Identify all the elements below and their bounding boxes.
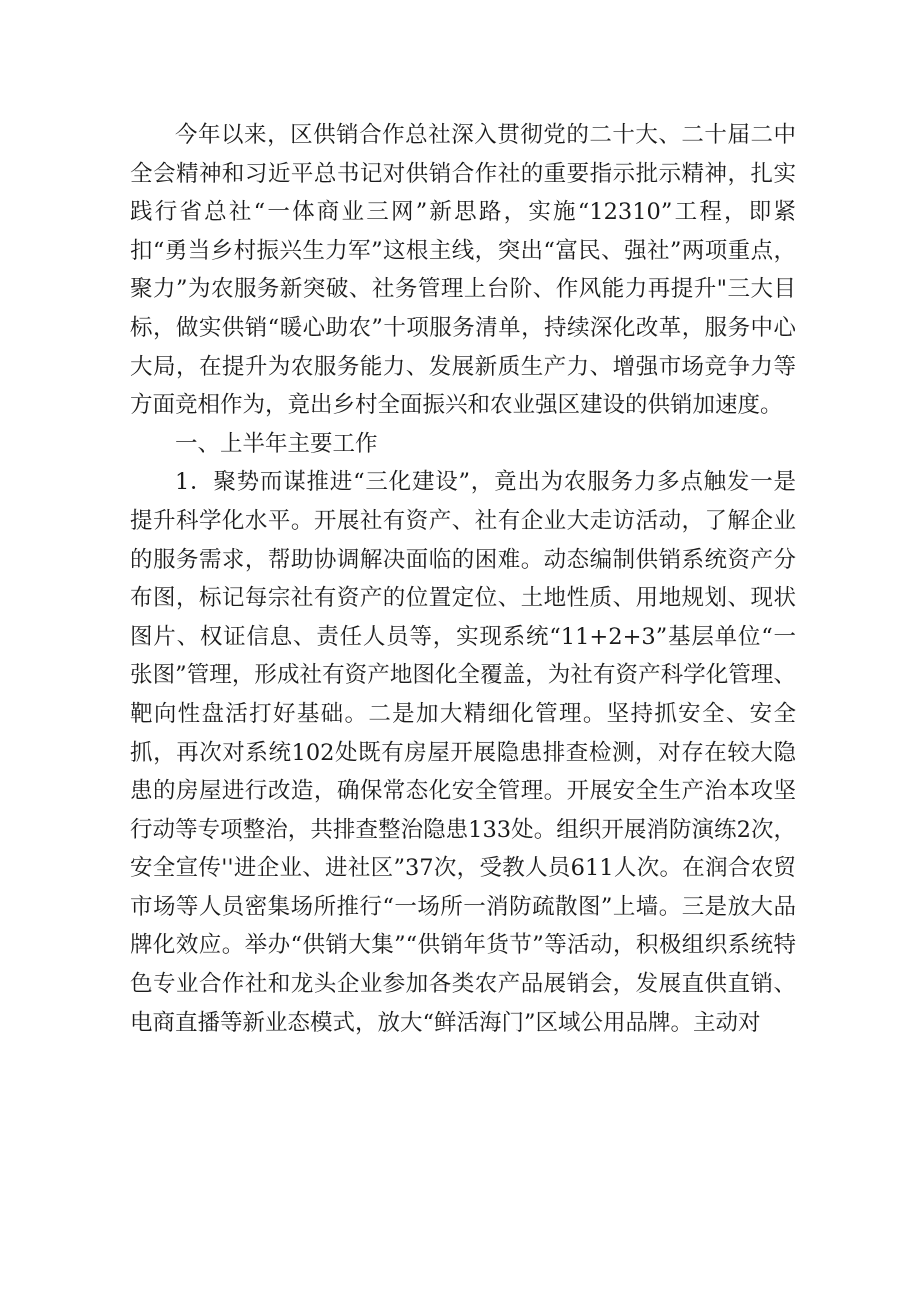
intro-paragraph: 今年以来，区供销合作总社深入贯彻党的二十大、二十届二中全会精神和习近平总书记对供销合作社的重要指示批示精神，扎实践行省总社“一体商业三网”新思路，实施“12310”工程，即紧扣“勇当乡村振兴生力军”这根主线，突出“富民、强社”两项重点，聚力”为农服务新突破、社务管理上台阶、作风能力再提升"三大目标，做实供销“暖心助农”十项服务清单，持续深化改革，服务中心大局，在提升为农服务能力、发展新质生产力、增强市场竞争力等方面竞相作为，竟出乡村全面振兴和农业强区建设的供销加速度。: [130, 122, 796, 419]
section-heading: 一、上半年主要工作: [175, 430, 378, 457]
work-paragraph: 1．聚势而谋推进“三化建设”，竟出为农服务力多点触发一是提升科学化水平。开展社有资产、社有企业大走访活动，了解企业的服务需求，帮助协调解决面临的困难。动态编制供销系统资产分布图，标记每宗社有资产的位置定位、土地性质、用地规划、现状图片、权证信息、责任人员等，实现系统“11+2+3”基层单位“一张图”管理，形成社有资产地图化全覆盖，为社有资产科学化管理、靶向性盘活打好基础。二是加大精细化管理。坚持抓安全、安全抓，再次对系统102处既有房屋开展隐患排查检测，对存在较大隐患的房屋进行改造，确保常态化安全管理。开展安全生产治本攻坚行动等专项整治，共排查整治隐患133处。组织开展消防演练2次，安全宣传''进企业、进社区”37次，受教人员611人次。在润合农贸市场等人员密集场所推行“一场所一消防疏散图”上墙。三是放大品牌化效应。举办“供销大集”“供销年货节”等活动，积极组织系统特色专业合作社和龙头企业参加各类农产品展销会，发展直供直销、电商直播等新业态模式，放大“鲜活海门”区域公用品牌。主动对: [130, 469, 796, 1036]
document-body: [130, 116, 796, 1042]
